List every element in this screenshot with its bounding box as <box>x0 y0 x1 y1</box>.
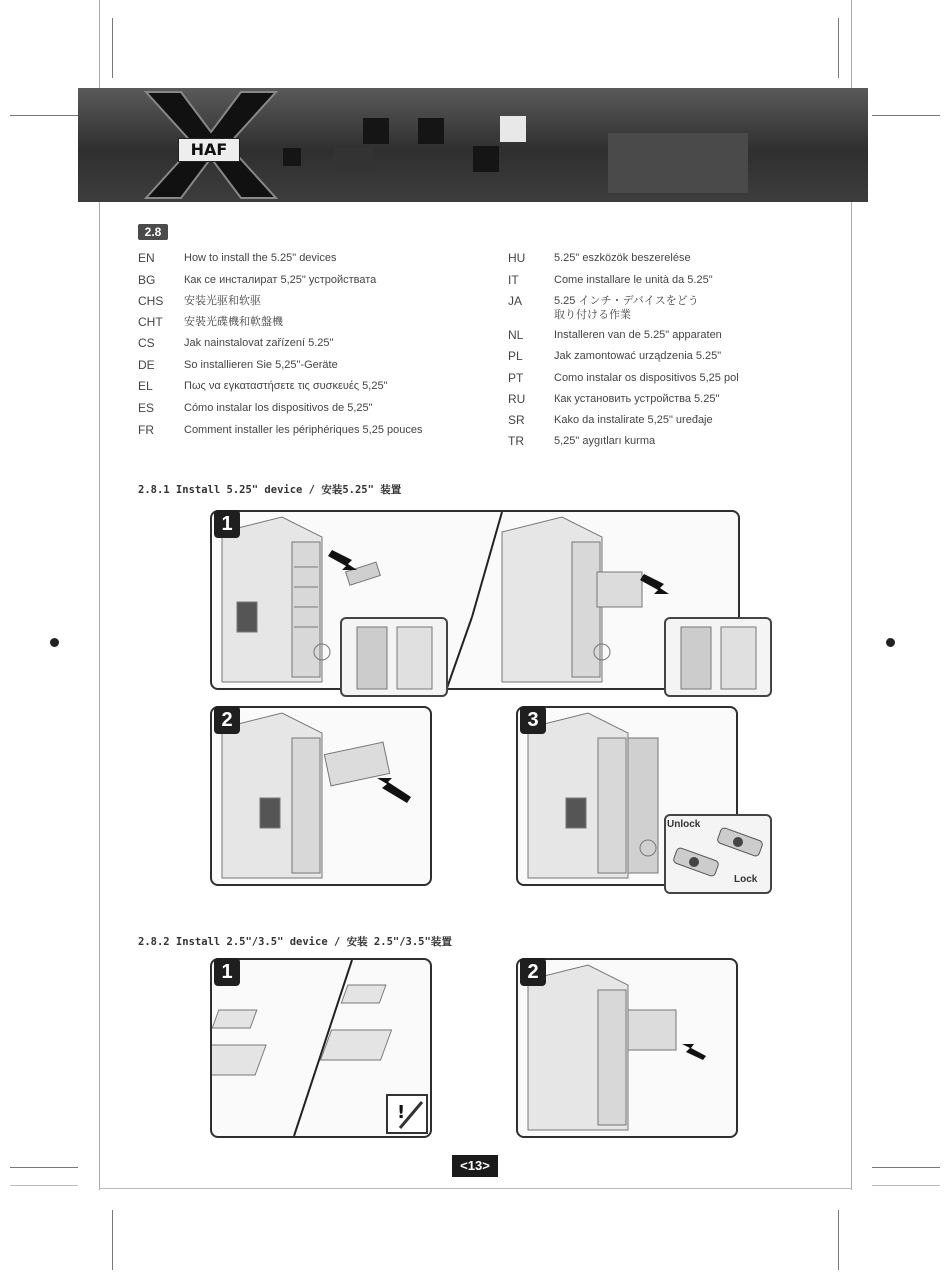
bracket-illustration <box>666 619 770 695</box>
language-code: ES <box>138 401 155 415</box>
banner-decoration <box>333 148 373 170</box>
crop-mark <box>99 1188 852 1189</box>
language-text: 5,25" aygıtları kurma <box>554 435 656 447</box>
svg-text:!: ! <box>397 1102 406 1123</box>
language-text: 安装光驱和软驱 <box>184 295 261 307</box>
unlock-label: Unlock <box>667 819 701 830</box>
case-illustration <box>518 960 736 1136</box>
banner-decoration <box>500 116 526 142</box>
step-number: 2 <box>214 706 240 734</box>
registration-dot <box>886 638 895 647</box>
banner-decoration <box>363 118 389 144</box>
language-code: FR <box>138 423 154 437</box>
registration-dot <box>50 638 59 647</box>
language-text: So installieren Sie 5,25"-Geräte <box>184 359 338 371</box>
section-heading-281: 2.8.1 Install 5.25" device / 安装5.25" 装置 <box>138 484 402 496</box>
crop-mark <box>838 1210 839 1270</box>
drive-tray-illustration <box>212 960 430 1136</box>
crop-mark <box>10 1185 78 1186</box>
step-number: 2 <box>520 958 546 986</box>
language-code: CS <box>138 336 155 350</box>
page-number: <13> <box>452 1155 498 1177</box>
logo-text: HAF <box>178 138 240 162</box>
language-text: Installeren van de 5.25" apparaten <box>554 329 722 341</box>
language-code: TR <box>508 434 524 448</box>
step-number: 1 <box>214 510 240 538</box>
step-1-panel <box>210 510 740 690</box>
language-text: 安裝光碟機和軟盤機 <box>184 316 283 328</box>
language-text: Como instalar os dispositivos 5,25 pol <box>554 372 739 384</box>
language-code: RU <box>508 392 526 406</box>
language-text: Comment installer les périphériques 5,25 pouces <box>184 424 423 436</box>
language-code: CHT <box>138 315 163 329</box>
step-1-panel-282 <box>210 958 432 1138</box>
step-2-panel-282 <box>516 958 738 1138</box>
language-text: Jak zamontować urządzenia 5.25" <box>554 350 722 362</box>
language-text: 5.25" eszközök beszerelése <box>554 252 691 264</box>
bracket-illustration <box>342 619 446 695</box>
language-code: HU <box>508 251 526 265</box>
crop-mark <box>872 1167 940 1168</box>
crop-mark <box>838 18 839 78</box>
language-code: PL <box>508 349 523 363</box>
section-badge: 2.8 <box>138 224 168 240</box>
language-code: CHS <box>138 294 164 308</box>
case-illustration <box>212 708 430 884</box>
language-code: BG <box>138 273 156 287</box>
language-text: Как установить устройства 5.25" <box>554 393 720 405</box>
detail-inset <box>664 617 772 697</box>
crop-mark <box>872 115 940 116</box>
case-illustration <box>212 512 738 688</box>
language-text: Jak nainstalovat zařízení 5.25" <box>184 337 334 349</box>
crop-mark <box>872 1185 940 1186</box>
step-number: 1 <box>214 958 240 986</box>
banner-decoration <box>608 133 748 193</box>
language-text: 取り付ける作業 <box>554 309 631 321</box>
banner-decoration <box>283 148 301 166</box>
language-code: NL <box>508 328 524 342</box>
language-text: Как се инсталират 5,25" устройствата <box>184 274 377 286</box>
header-banner <box>78 88 868 202</box>
banner-decoration <box>418 118 444 144</box>
language-code: SR <box>508 413 525 427</box>
detail-inset <box>340 617 448 697</box>
banner-decoration <box>473 146 499 172</box>
language-text: How to install the 5.25" devices <box>184 252 337 264</box>
language-code: IT <box>508 273 519 287</box>
language-code: DE <box>138 358 155 372</box>
language-code: PT <box>508 371 524 385</box>
crop-mark <box>10 1167 78 1168</box>
language-code: EN <box>138 251 155 265</box>
language-code: EL <box>138 379 153 393</box>
language-code: JA <box>508 294 523 308</box>
lock-label: Lock <box>734 874 758 885</box>
crop-mark <box>10 115 78 116</box>
crop-mark <box>112 1210 113 1270</box>
step-number: 3 <box>520 706 546 734</box>
language-text: Cómo instalar los dispositivos de 5,25" <box>184 402 373 414</box>
section-heading-282: 2.8.2 Install 2.5"/3.5" device / 安装 2.5"/3.5"装置 <box>138 936 452 948</box>
language-text: Come installare le unità da 5.25" <box>554 274 713 286</box>
language-text: 5.25 インチ・デバイスをどう <box>554 295 699 307</box>
language-text: Kako da instalirate 5,25" uređaje <box>554 414 713 426</box>
crop-mark <box>112 18 113 78</box>
step-2-panel <box>210 706 432 886</box>
language-text: Πως να εγκαταστήσετε τις συσκευές 5,25" <box>184 380 388 392</box>
